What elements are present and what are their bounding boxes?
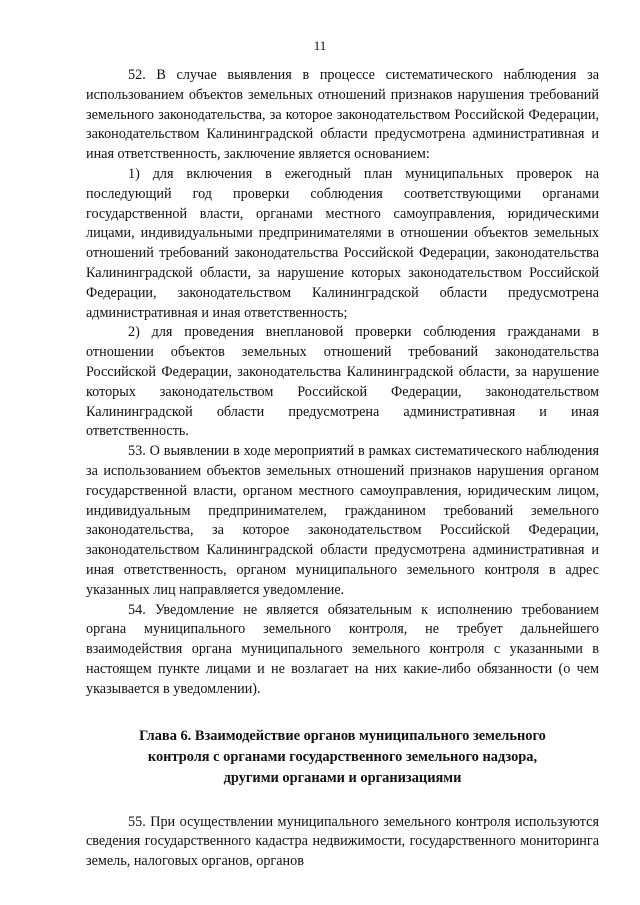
chapter-heading-line-1: Глава 6. Взаимодействие органов муниципального земельного — [139, 727, 546, 744]
document-body — [86, 66, 599, 872]
paragraph-52: 52. В случае выявления в процессе систематического наблюдения за использованием объектов земельных отношений признаков нарушения требований земельного законодательства, за которое законодательством Российской Федерации, законодательством Калининградской области предусмотрена административная и иная ответственность, заключение является основанием: — [86, 67, 599, 163]
chapter-heading-line-3: другими органами и организациями — [223, 769, 462, 786]
chapter-heading-line-2: контроля с органами государственного земельного надзора, — [147, 748, 538, 765]
paragraph-55: 55. При осуществлении муниципального земельного контроля используются сведения государственного кадастра недвижимости, государственного мониторинга земель, налоговых органов, органов — [86, 813, 599, 870]
paragraph-52-item-1: 1) для включения в ежегодный план муниципальных проверок на последующий год проверки соблюдения соответствующими органами государственной власти, органами местного самоуправления, юридическими лицами, индивидуальными предпринимателями в отношении объектов земельных отношений требований законодательства Российской Федерации, законодательства Калининградской области, за нарушение которых законодательством Российской Федерации, законодательством Калининградской области предусмотрена административная и иная ответственность; — [86, 165, 599, 321]
page-number: 11 — [313, 38, 327, 53]
paragraph-53: 53. О выявлении в ходе мероприятий в рамках систематического наблюдения за использованием объектов земельных отношений признаков нарушения органом государственной власти, органом местного самоуправления, юридическим лицом, индивидуальным предпринимателем, гражданином требований земельного законодательства, за которое законодательством Российской Федерации, законодательством Калининградской области предусмотрена административная и иная ответственность, органом муниципального земельного контроля в адрес указанных лиц направляется уведомление. — [86, 443, 599, 598]
paragraph-54: 54. Уведомление не является обязательным к исполнению требованием органа муниципального земельного контроля, не требует дальнейшего взаимодействия органа муниципального земельного контроля с указанными в настоящем пункте лицами и не возлагает на них какие-либо обязанности (о чем указывается в уведомлении). — [86, 601, 599, 697]
chapter-heading — [86, 726, 599, 789]
paragraph-52-item-2: 2) для проведения внеплановой проверки соблюдения гражданами в отношении объектов земельных отношений требований законодательства Российской Федерации, законодательства Калининградской области, за нарушение которых законодательством Российской Федерации, законодательством Калининградской области предусмотрена административная и иная ответственность. — [86, 324, 599, 440]
